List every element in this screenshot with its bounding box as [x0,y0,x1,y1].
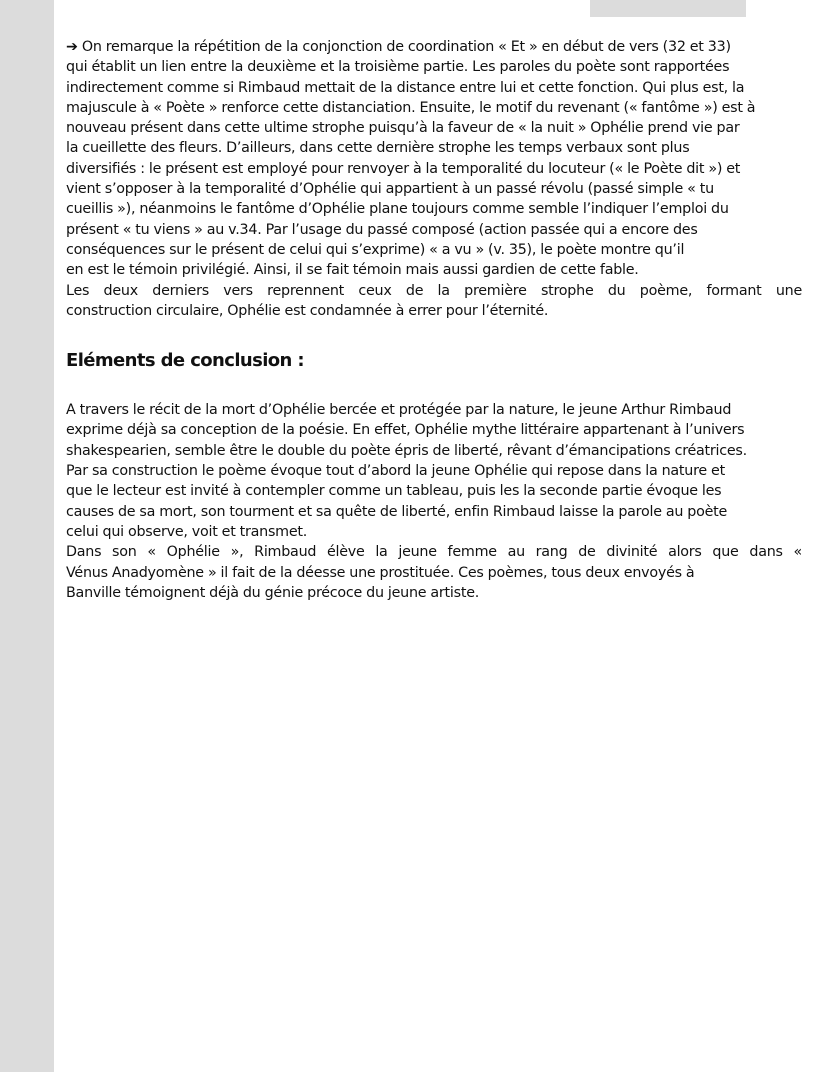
text-line: nouveau présent dans cette ultime strophe puisqu’à la faveur de « la nuit » Ophélie prend vie par [66,120,740,137]
text-line: construction circulaire, Ophélie est condamnée à errer pour l’éternité. [66,302,549,319]
text-line: conséquences sur le présent de celui qui s’exprime) « a vu » (v. 35), le poète montre qu’il [66,241,685,258]
conclusion-heading: Eléments de conclusion : [66,350,305,372]
text-line: ➔ On remarque la répétition de la conjonction de coordination « Et » en début de vers (32 et 33) [66,39,731,55]
analysis-paragraph [66,37,802,321]
text-line: shakespearien, semble être le double du poète épris de liberté, rêvant d’émancipations créatrices. [66,442,747,459]
text-line: indirectement comme si Rimbaud mettait de la distance entre lui et cette fonction. Qui plus est, la [66,79,745,96]
text-line: qui établit un lien entre la deuxième et la troisième partie. Les paroles du poète sont rapportées [66,59,730,76]
text-line: diversifiés : le présent est employé pour renvoyer à la temporalité du locuteur (« le Poète dit ») et [66,160,741,177]
text-line: que le lecteur est invité à contempler comme un tableau, puis les la seconde partie évoque les [66,483,722,500]
text-line: cueillis »), néanmoins le fantôme d’Ophélie plane toujours comme semble l’indiquer l’emploi du [66,201,729,218]
text-line: présent « tu viens » au v.34. Par l’usage du passé composé (action passée qui a encore des [66,221,698,238]
text-line: A travers le récit de la mort d’Ophélie bercée et protégée par la nature, le jeune Arthur Rimbaud [66,402,732,419]
text-line: la cueillette des fleurs. D’ailleurs, dans cette dernière strophe les temps verbaux sont plus [66,140,690,157]
top-header-tab [590,0,746,17]
text-line: causes de sa mort, son tourment et sa quête de liberté, enfin Rimbaud laisse la parole au poète [66,503,728,520]
text-line: vient s’opposer à la temporalité d’Ophélie qui appartient à un passé révolu (passé simple « tu [66,181,714,198]
text-line: Dans son « Ophélie », Rimbaud élève la jeune femme au rang de divinité alors que dans « [66,544,802,561]
text-line: Vénus Anadyomène » il fait de la déesse une prostituée. Ces poèmes, tous deux envoyés à [66,564,695,581]
text-line: Banville témoignent déjà du génie précoce du jeune artiste. [66,584,480,601]
document-body [66,37,802,603]
text-line: majuscule à « Poète » renforce cette distanciation. Ensuite, le motif du revenant (« fantôme ») est à [66,99,756,116]
text-line: celui qui observe, voit et transmet. [66,523,308,540]
page-left-margin [0,0,54,1072]
text-line: en est le témoin privilégié. Ainsi, il se fait témoin mais aussi gardien de cette fable. [66,262,639,279]
text-line: exprime déjà sa conception de la poésie. En effet, Ophélie mythe littéraire appartenant à l’univers [66,422,745,439]
conclusion-paragraph [66,400,802,603]
text-line: Les deux derniers vers reprennent ceux de la première strophe du poème, formant une [66,282,802,299]
text-line: Par sa construction le poème évoque tout d’abord la jeune Ophélie qui repose dans la nature et [66,463,725,480]
